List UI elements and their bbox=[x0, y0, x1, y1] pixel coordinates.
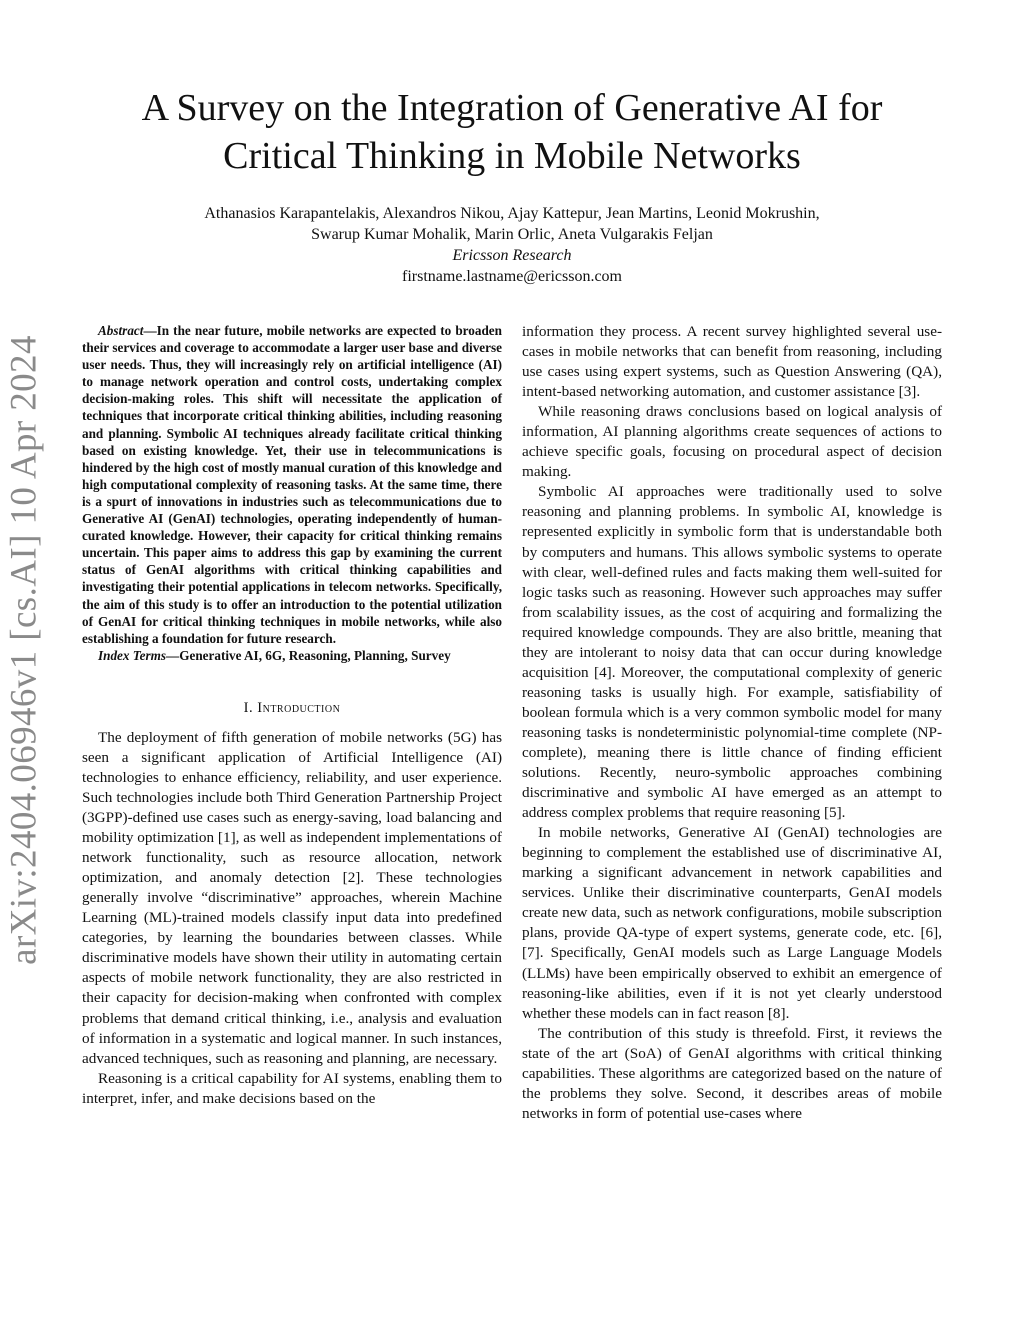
author-email: firstname.lastname@ericsson.com bbox=[402, 268, 622, 285]
author-list bbox=[80, 203, 944, 245]
author-line-1: Athanasios Karapantelakis, Alexandros Nikou, Ajay Kattepur, Jean Martins, Leonid Mokrushin, bbox=[204, 205, 820, 222]
abstract bbox=[82, 322, 502, 647]
paragraph-continuation: information they process. A recent survey highlighted several use-cases in mobile networks that can benefit from reasoning, including use cases using expert systems, such as Question Answering (QA), intent-based networking automation, and customer assistance [3]. bbox=[522, 323, 942, 401]
section-heading-introduction bbox=[82, 698, 502, 718]
section-title: Introduction bbox=[257, 699, 341, 716]
affiliation: Ericsson Research bbox=[452, 247, 572, 264]
index-terms-text: —Generative AI, 6G, Reasoning, Planning, Survey bbox=[166, 647, 451, 663]
section-number: I. bbox=[243, 699, 258, 716]
abstract-label: Abstract bbox=[98, 323, 144, 338]
paper-title bbox=[80, 84, 944, 180]
paragraph: In mobile networks, Generative AI (GenAI) technologies are beginning to complement the established use of discriminative AI, marking a significant advancement in network capabilities and services. Unlike their discriminative counterparts, GenAI models create new data, such as network configurations, mobile subscription plans, provide QA-type of expert systems, generate code, etc. [6], [7]. Specifically, GenAI models such as Large Language Models (LLMs) have been empirically observed to exhibit an emergence of reasoning-like abilities, even if it is not yet clearly understood whether these models can in fact reason [8]. bbox=[522, 824, 942, 1022]
left-column bbox=[82, 322, 502, 1109]
index-terms bbox=[82, 647, 502, 664]
paragraph: Reasoning is a critical capability for AI systems, enabling them to interpret, infer, and make decisions based on the bbox=[82, 1069, 502, 1107]
paragraph: The deployment of fifth generation of mobile networks (5G) has seen a significant application of Artificial Intelligence (AI) technologies to enhance efficiency, reliability, and user experience. Such technologies include both Third Generation Partnership Project (3GPP)-defined use cases such as energy-saving, load balancing and mobility optimization [1], as well as independent implementations of network functionality, such as resource allocation, network optimization, and anomaly detection [2]. These technologies generally involve “discriminative” approaches, wherein Machine Learning (ML)-trained models classify input data into predefined categories, by learning the boundaries between classes. While discriminative models have shown their utility in automating certain aspects of mobile network functionality, they are also restricted in their capacity for decision-making when confronted with complex problems that demand critical thinking, i.e., analysis and evaluation of information in a systematic and logical manner. In such instances, advanced techniques, such as reasoning and planning, are necessary. bbox=[82, 728, 502, 1067]
paper-title-line-1: A Survey on the Integration of Generative AI for bbox=[141, 87, 883, 129]
paragraph: Symbolic AI approaches were traditionally used to solve reasoning and planning problems. In symbolic AI, knowledge is represented explicitly in symbolic form that is understandable both by computers and humans. This allows symbolic systems to operate with clear, well-defined rules and facts making them well-suited for logic tasks such as reasoning. However such approaches may suffer from scalability issues, as the cost of acquiring and formalizing the required knowledge compounds. They are also brittle, meaning that they are intolerant to noisy data that can occur during knowledge acquisition [4]. Moreover, the computational complexity of generic reasoning tasks is usually high. For example, satisfiability of boolean formula which is a very common symbolic model for many reasoning tasks is nondeterministic polynomial-time complete (NP-complete), meaning there is little chance of finding efficient solutions. Recently, neuro-symbolic approaches combining discriminative and symbolic AI have emerged as an attempt to address complex problems that require reasoning [5]. bbox=[522, 483, 942, 822]
paragraph: The contribution of this study is threefold. First, it reviews the state of the art (SoA) of GenAI algorithms with critical thinking capabilities. These algorithms are categorized based on the nature of the problems they solve. Second, it describes areas of mobile networks in form of potential use-cases where bbox=[522, 1024, 942, 1122]
abstract-text: —In the near future, mobile networks are expected to broaden their services and coverage to accommodate a larger user base and diverse user needs. Thus, they will increasingly rely on artificial intelligence (AI) to manage network operation and control costs, undertaking complex decision-making roles. This shift will necessitate the application of techniques that incorporate critical thinking abilities, including reasoning and planning. Symbolic AI techniques already facilitate critical thinking based on existing knowledge. Yet, their use in telecommunications is hindered by the high cost of mostly manual curation of this knowledge and high computational complexity of reasoning tasks. At the same time, there is a spurt of innovations in industries such as telecommunications due to Generative AI (GenAI) technologies, operating independently of human-curated knowledge. However, their capacity for critical thinking remains uncertain. This paper aims to address this gap by examining the current status of GenAI algorithms with critical thinking capabilities and investigating their potential applications in telecom networks. Specifically, the aim of this study is to offer an introduction to the potential utilization of GenAI for critical thinking techniques in mobile networks, while also establishing a foundation for future research. bbox=[82, 323, 502, 646]
paper-title-line-2: Critical Thinking in Mobile Networks bbox=[223, 135, 801, 177]
index-terms-label: Index Terms bbox=[98, 647, 167, 663]
paragraph: While reasoning draws conclusions based on logical analysis of information, AI planning algorithms create sequences of actions to achieve specific goals, focusing on procedural aspect of decision making. bbox=[522, 403, 942, 481]
right-column bbox=[522, 322, 942, 1124]
arxiv-identifier-text: arXiv:2404.06946v1 [cs.AI] 10 Apr 2024 bbox=[3, 335, 45, 965]
author-line-2: Swarup Kumar Mohalik, Marin Orlic, Aneta Vulgarakis Feljan bbox=[311, 226, 713, 243]
